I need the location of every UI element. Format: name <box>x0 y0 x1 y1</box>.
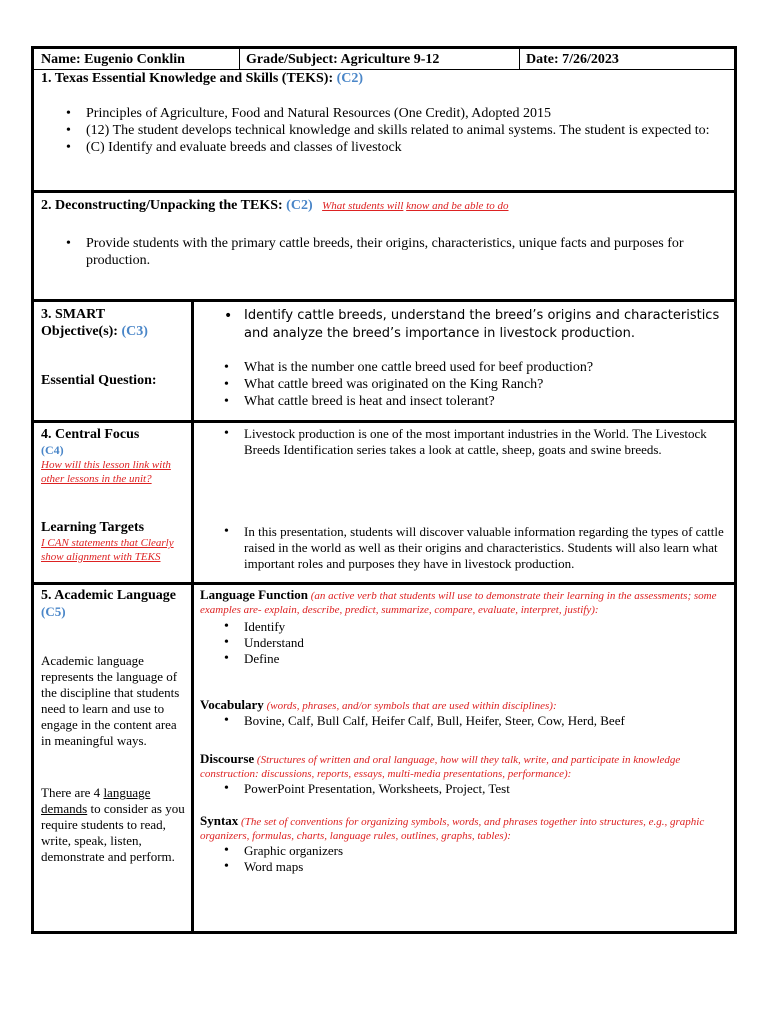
grade-field <box>246 51 439 68</box>
list-item: • Identify cattle breeds, understand the breed’s origins and characteristics and analyze the breed’s importance in livestock production. <box>222 307 732 343</box>
academic-language-desc: Academic language represents the language of the discipline that students need to learn and use to engage in the content area in meaningful ways. <box>41 653 180 748</box>
discourse-list <box>222 781 734 797</box>
list-item: • PowerPoint Presentation, Worksheets, Project, Test <box>222 781 734 797</box>
demands-underline: language <box>103 785 151 800</box>
date-value: 7/26/2023 <box>562 52 619 67</box>
discourse-label: Discourse <box>200 751 255 766</box>
lesson-plan-form <box>31 46 737 934</box>
discourse-note: (Structures of written and oral language, how will they talk, write, and participate in knowledge construction: discussions, reports, essays, multi-media presentations, performance): <box>200 754 681 780</box>
name-field <box>41 51 185 68</box>
list-item: • Graphic organizers <box>222 843 734 859</box>
language-function <box>200 587 734 667</box>
central-focus-list <box>222 426 732 458</box>
syntax <box>200 813 734 875</box>
vocabulary-label: Vocabulary <box>200 697 264 712</box>
list-item: • What cattle breed was originated on the King Ranch? <box>222 376 732 393</box>
learning-targets-note: I CAN statements that Clearly show alignment with TEKS <box>41 537 174 563</box>
list-item: • Word maps <box>222 859 734 875</box>
demands-text: There are 4 <box>41 785 101 800</box>
section-central-focus <box>34 423 734 582</box>
learning-targets-label <box>41 519 181 564</box>
central-focus-label <box>41 426 181 486</box>
demands-text: to consider as you require students to read, write, speak, listen, demonstrate and perform. <box>41 801 185 864</box>
academic-language-label <box>41 587 191 620</box>
note-part: know and be able to do <box>406 200 509 212</box>
language-function-label: Language Function <box>200 587 308 602</box>
language-function-list <box>222 619 734 667</box>
date-label: Date: <box>526 52 559 67</box>
name-label: Name: <box>41 52 81 67</box>
demands-underline: demands <box>41 801 88 816</box>
grade-value: Agriculture 9-12 <box>340 52 440 67</box>
date-field <box>526 51 619 68</box>
section-smart <box>34 302 734 420</box>
section-academic-language <box>34 585 734 931</box>
vocabulary-list <box>222 713 734 729</box>
learning-targets-title: Learning Targets <box>41 520 145 535</box>
academic-language-code: (C5) <box>41 604 66 619</box>
list-item: • Bovine, Calf, Bull Calf, Heifer Calf, Bull, Heifer, Steer, Cow, Herd, Beef <box>222 713 734 729</box>
note-part: What students will <box>322 200 404 212</box>
list-item: • What is the number one cattle breed used for beef production? <box>222 359 732 376</box>
syntax-label: Syntax <box>200 813 239 828</box>
question-list <box>222 359 732 410</box>
list-item: • What cattle breed is heat and insect tolerant? <box>222 393 732 410</box>
language-demands <box>41 785 188 865</box>
central-focus-title: 4. Central Focus <box>41 427 140 442</box>
column-divider <box>191 302 194 931</box>
smart-title-a: 3. SMART <box>41 307 106 322</box>
deconstruct-heading <box>41 197 509 214</box>
list-item: • Livestock production is one of the most important industries in the World. The Livestock Breeds Identification series takes a look at cattle, sheep, goats and swine breeds. <box>222 426 732 458</box>
name-value: Eugenio Conklin <box>84 52 185 67</box>
grade-label: Grade/Subject: <box>246 52 338 67</box>
header-divider <box>519 49 520 69</box>
essential-question-label: Essential Question: <box>41 373 157 388</box>
list-item: • (12) The student develops technical knowledge and skills related to animal systems. The student is expected to: <box>64 122 734 139</box>
academic-language-title: 5. Academic Language <box>41 588 176 603</box>
section-deconstruct <box>34 193 734 299</box>
list-item: • Understand <box>222 635 734 651</box>
central-focus-note: How will this lesson link with other lessons in the unit? <box>41 459 171 485</box>
section-teks <box>34 70 734 190</box>
list-item: • Identify <box>222 619 734 635</box>
list-item: • Principles of Agriculture, Food and Natural Resources (One Credit), Adopted 2015 <box>64 105 734 122</box>
smart-objective <box>222 307 732 343</box>
syntax-note: (The set of conventions for organizing symbols, words, and phrases together into structures, e.g., graphic organizers, formulas, charts, language rules, outlines, graphs, tables): <box>200 816 705 842</box>
deconstruct-list <box>64 235 736 269</box>
discourse <box>200 751 734 797</box>
list-item: • Define <box>222 651 734 667</box>
list-item: • Provide students with the primary cattle breeds, their origins, characteristics, unique facts and purposes for production. <box>64 235 736 269</box>
list-item: • (C) Identify and evaluate breeds and classes of livestock <box>64 139 734 156</box>
header-divider <box>239 49 240 69</box>
list-item: • In this presentation, students will discover valuable information regarding the types of cattle raised in the world as well as their origins and characteristics. Students will also learn what important roles and purposes they have in livestock production. <box>222 524 732 572</box>
teks-list <box>64 105 734 156</box>
smart-heading <box>41 306 191 340</box>
deconstruct-note <box>322 200 508 212</box>
central-focus-code: (C4) <box>41 443 64 457</box>
deconstruct-title: 2. Deconstructing/Unpacking the TEKS: <box>41 198 283 213</box>
smart-code: (C3) <box>121 324 148 339</box>
vocabulary-note: (words, phrases, and/or symbols that are used within disciplines): <box>266 700 557 712</box>
smart-title-b: Objective(s): <box>41 324 118 339</box>
language-function-note: (an active verb that students will use to demonstrate their learning in the assessments; some examples are- explain, describe, predict, summarize, compare, evaluate, interpret, justify): <box>200 590 717 616</box>
header-row <box>34 49 734 69</box>
syntax-list <box>222 843 734 875</box>
teks-code: (C2) <box>336 71 364 86</box>
teks-title: 1. Texas Essential Knowledge and Skills (TEKS): <box>41 71 334 86</box>
vocabulary <box>200 697 734 729</box>
teks-heading <box>41 70 363 87</box>
learning-targets-list <box>222 524 732 572</box>
deconstruct-code: (C2) <box>286 198 313 213</box>
